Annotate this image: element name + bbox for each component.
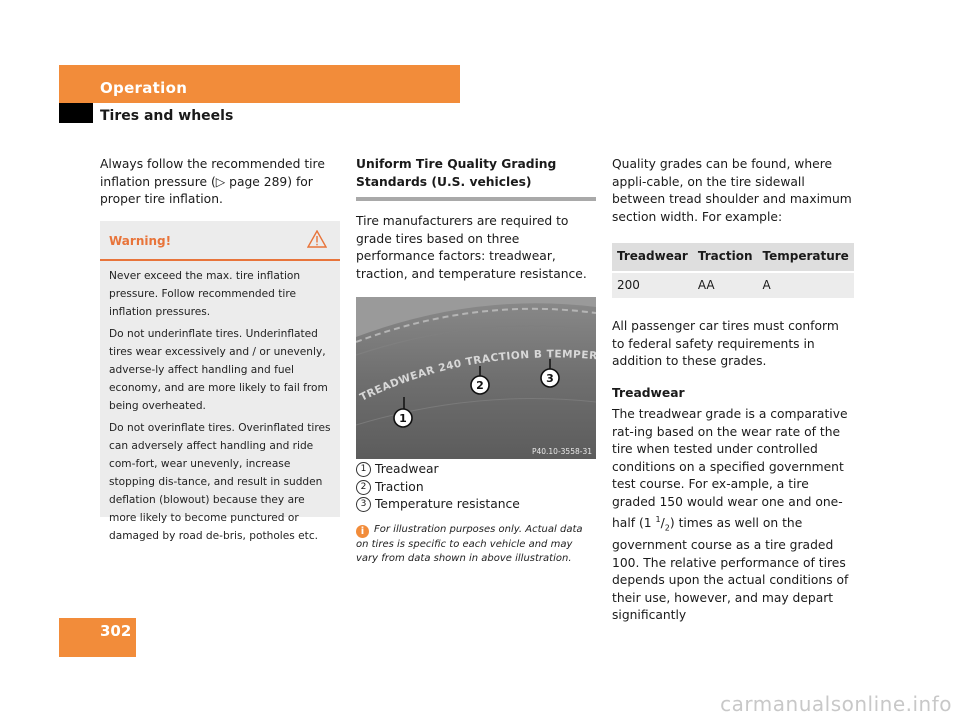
legend-label: Traction xyxy=(375,479,424,494)
figure-legend xyxy=(356,461,596,514)
section-heading: Uniform Tire Quality Grading Standards (U.S. vehicles) xyxy=(356,157,557,189)
warning-title: Warning! xyxy=(109,234,172,248)
note-text: For illustration purposes only. Actual data on tires is specific to each vehicle and may vary from data shown in above illustration. xyxy=(356,523,583,564)
warning-body xyxy=(100,261,340,545)
subsection-title: Tires and wheels xyxy=(100,108,234,124)
callout-3: 3 xyxy=(546,372,554,385)
page-number: 302 xyxy=(100,622,132,640)
section-title: Operation xyxy=(100,79,188,97)
table-header-row xyxy=(612,243,854,272)
fraction-slash: / xyxy=(660,516,665,531)
legend-number: 2 xyxy=(356,480,371,495)
grading-intro: Tire manufacturers are required to grade tires based on three performance factors: treadwear, traction, and temperature resistance. xyxy=(356,214,587,281)
legend-label: Treadwear xyxy=(375,462,439,476)
warning-paragraph: Never exceed the max. tire inflation pressure. Follow recommended tire inflation pressures. xyxy=(109,270,301,318)
watermark: carmanualsonline.info xyxy=(720,692,952,716)
table-header: Temperature xyxy=(758,243,854,272)
intro-text: Always follow the recommended tire inflation pressure (▷ page 289) for proper tire inflation. xyxy=(100,157,325,206)
table-cell: AA xyxy=(693,272,758,299)
fraction-denominator: 2 xyxy=(664,523,670,533)
tire-image xyxy=(356,297,596,459)
warning-box xyxy=(100,221,340,542)
table-cell: A xyxy=(758,272,854,299)
legend-item xyxy=(356,461,596,479)
info-icon: i xyxy=(356,525,369,538)
table-row xyxy=(612,272,854,299)
warning-triangle-icon xyxy=(307,230,327,248)
warning-paragraph: Do not underinflate tires. Underinflated tires wear excessively and / or unevenly, adverse-ly affect handling and fuel economy, and are more likely to fail from being overheated. xyxy=(109,328,328,412)
header-marker xyxy=(59,103,93,123)
quality-grades-intro: Quality grades can be found, where appli-cable, on the tire sidewall between tread shoulder and maximum section width. For example: xyxy=(612,157,852,224)
legend-number: 1 xyxy=(356,462,371,477)
tire-sidewall-illustration xyxy=(356,297,596,459)
table-cell: 200 xyxy=(612,272,693,299)
figure-code: P40.10-3558-31 xyxy=(531,447,592,456)
legend-label: Temperature resistance xyxy=(375,497,520,511)
treadwear-text-part: The treadwear grade is a comparative rat-ing based on the wear rate of the tire when tested under controlled conditions on a specified government test course. For ex-ample, a tire graded 150 would wear one and one-half (1 xyxy=(612,407,848,531)
heading-rule xyxy=(356,197,596,201)
treadwear-heading: Treadwear xyxy=(612,385,685,400)
fraction-numerator: 1 xyxy=(655,515,661,524)
treadwear-text xyxy=(612,406,855,625)
table-header: Treadwear xyxy=(612,243,693,272)
legend-number: 3 xyxy=(356,497,371,512)
callout-2: 2 xyxy=(476,379,484,392)
column-1 xyxy=(100,156,340,209)
conformance-text: All passenger car tires must conform to federal safety requirements in addition to these grades. xyxy=(612,319,839,368)
column-2 xyxy=(356,156,596,567)
grades-table xyxy=(612,243,854,298)
sidewall-text: TREADWEAR 240 TRACTION B TEMPE xyxy=(358,348,590,404)
column-3 xyxy=(612,156,855,625)
callout-1: 1 xyxy=(399,412,407,425)
table-header: Traction xyxy=(693,243,758,272)
legend-item xyxy=(356,479,596,497)
illustration-note xyxy=(356,523,596,567)
warning-header xyxy=(100,221,340,261)
legend-item xyxy=(356,496,596,514)
treadwear-text-part: ) times as well on the government course as a tire graded 100. The relative performance of tires depends upon the actual conditions of their use, however, and may depart significantly xyxy=(612,516,849,623)
warning-paragraph: Do not overinflate tires. Overinflated tires can adversely affect handling and ride com-fort, wear unevenly, increase stopping dis-tance, and result in sudden deflation (blowout) because they are more likely to become punctured or damaged by road de-bris, potholes etc. xyxy=(109,422,331,542)
